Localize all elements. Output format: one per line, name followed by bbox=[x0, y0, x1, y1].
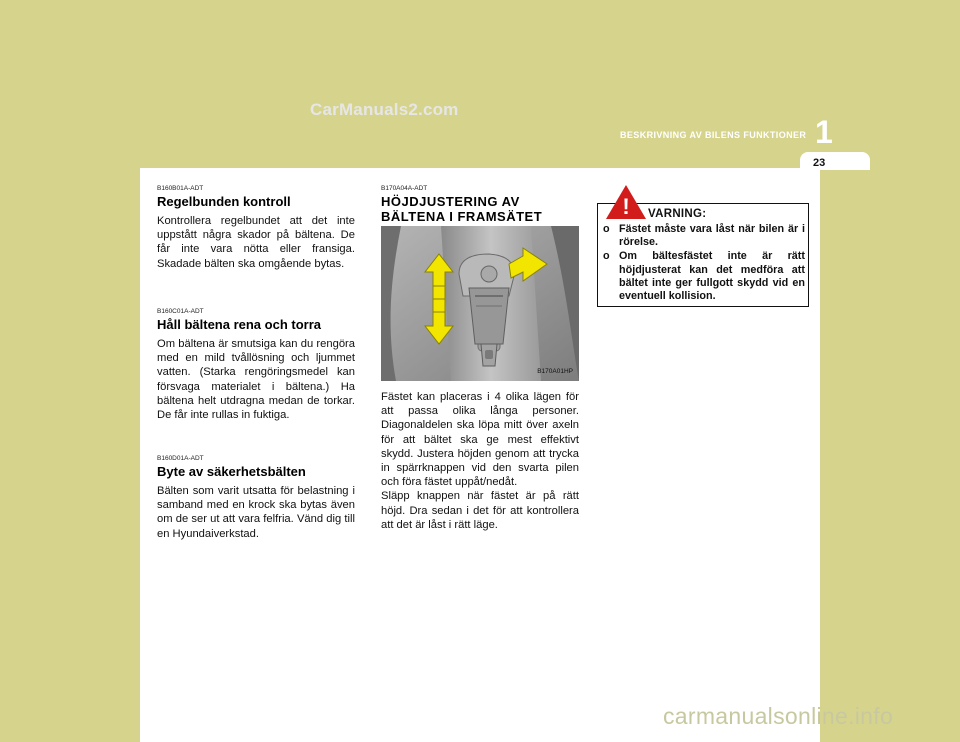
section-title: Håll bältena rena och torra bbox=[157, 317, 321, 332]
section-title: Regelbunden kontroll bbox=[157, 194, 291, 209]
chapter-title: BESKRIVNING AV BILENS FUNKTIONER bbox=[620, 130, 807, 140]
body-paragraph-2: Släpp knappen när fästet är på rätt höjd. Dra sedan i det för att kontrollera att det är låst i rätt läge. bbox=[381, 490, 579, 531]
warning-title: VARNING: bbox=[648, 208, 707, 220]
section-body: Om bältena är smutsiga kan du rengöra med en mild tvållösning och ljummet vatten. (Starka rengöringsmedel kan försvaga materialet i bältena.) Ha bältena helt utdragna medan de torkar. De får inte rullas in fuktiga. bbox=[157, 338, 355, 422]
left-margin-band bbox=[0, 168, 140, 742]
section-body: Bälten som varit utsatta för belastning i samband med en krock ska bytas även om de ser ut att vara felfria. Vänd dig till en Hyundaiverkstad. bbox=[157, 485, 355, 540]
warning-item bbox=[603, 223, 805, 249]
section-code: B160D01A-ADT bbox=[157, 455, 204, 462]
section-height-adjust-body bbox=[381, 390, 579, 532]
warning-item-text: Fästet måste vara låst när bilen är i rörelse. bbox=[619, 223, 805, 249]
warning-list bbox=[603, 223, 805, 304]
section-replace-belts bbox=[157, 455, 355, 541]
figure-code: B170A01HP bbox=[537, 368, 573, 375]
page-number: 23 bbox=[813, 157, 826, 169]
watermark-top[interactable]: CarManuals2.com bbox=[310, 100, 459, 119]
section-code: B160B01A-ADT bbox=[157, 185, 204, 192]
section-keep-clean bbox=[157, 308, 355, 422]
section-height-adjust-header bbox=[381, 185, 579, 224]
section-code: B160C01A-ADT bbox=[157, 308, 204, 315]
section-title-line2: BÄLTENA I FRAMSÄTET bbox=[381, 209, 543, 224]
seatbelt-anchor-figure bbox=[381, 226, 579, 381]
body-paragraph-1: Fästet kan placeras i 4 olika lägen för att passa olika långa personer. Diagonaldelen ska löpa mitt över axeln för att bältet ska ge mest effektivt skydd. Justera höjden genom att trycka in spärrknappen vid den svarta pilen och föra fästet uppåt/nedåt. bbox=[381, 391, 579, 489]
section-code: B170A04A-ADT bbox=[381, 185, 428, 192]
section-regular-check bbox=[157, 185, 355, 271]
warning-symbol: ! bbox=[622, 194, 630, 219]
page-number-tab bbox=[800, 152, 870, 170]
section-body: Kontrollera regelbundet att det inte uppstått några skador på bältena. De får inte vara nötta eller fransiga. Skadade bälten ska omgående bytas. bbox=[157, 215, 355, 270]
warning-bullet: o bbox=[603, 250, 610, 263]
section-title: Byte av säkerhetsbälten bbox=[157, 464, 306, 479]
chapter-number: 1 bbox=[815, 114, 833, 150]
right-margin-band bbox=[820, 168, 960, 742]
warning-bullet: o bbox=[603, 223, 610, 235]
section-title-line1: HÖJDJUSTERING AV bbox=[381, 194, 520, 209]
seatbelt-illustration bbox=[381, 226, 579, 381]
warning-item bbox=[603, 250, 805, 303]
watermark-bottom[interactable]: carmanualsonline.info bbox=[663, 703, 894, 729]
warning-triangle-icon bbox=[605, 184, 647, 220]
warning-item-text: Om bältesfästet inte är rätt höjdjusterat kan det medföra att bältet inte ger fullgott skydd vid en eventuell kollision. bbox=[619, 250, 805, 303]
